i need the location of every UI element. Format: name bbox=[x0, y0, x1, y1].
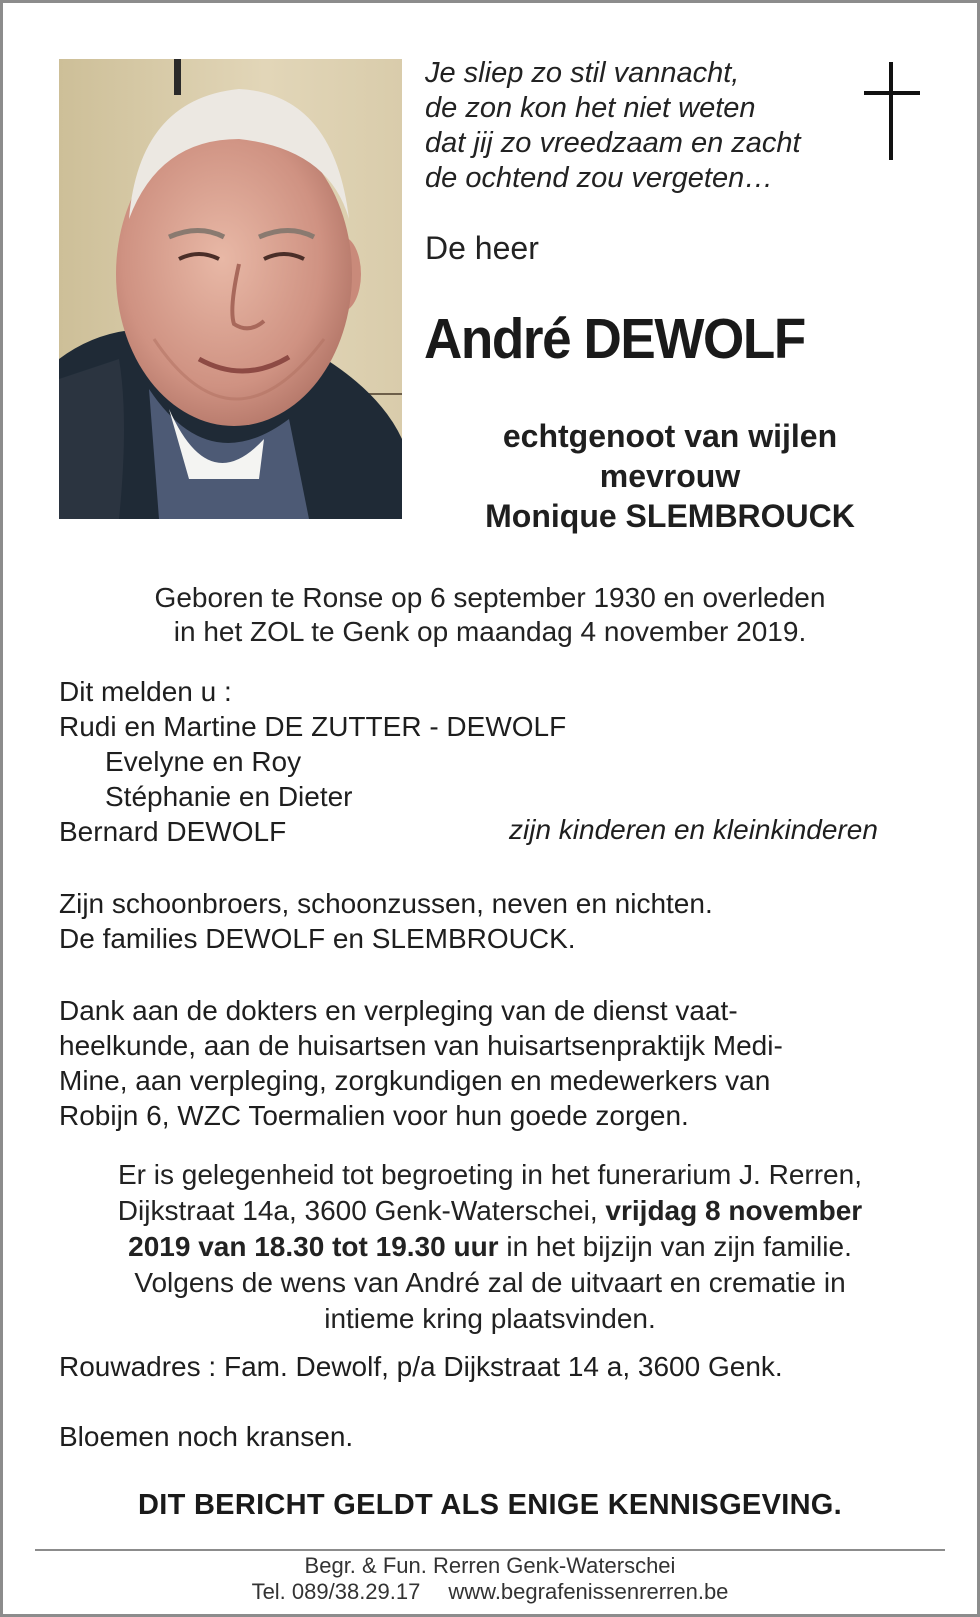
thanks-line: Robijn 6, WZC Toermalien voor hun goede zorgen. bbox=[59, 1100, 689, 1131]
poem-line: de zon kon het niet weten bbox=[425, 92, 756, 124]
grandchild-name: Stéphanie en Dieter bbox=[105, 781, 353, 812]
relatives-line: Zijn schoonbroers, schoonzussen, neven en nichten. bbox=[59, 888, 713, 919]
portrait-illustration bbox=[59, 59, 402, 519]
poem bbox=[425, 56, 801, 196]
footer-website[interactable]: www.begrafenissenrerren.be bbox=[448, 1579, 729, 1604]
spouse-info bbox=[430, 416, 910, 536]
child-name: Rudi en Martine DE ZUTTER - DEWOLF bbox=[59, 711, 567, 742]
visitation-info bbox=[40, 1157, 940, 1337]
visitation-line bbox=[40, 1193, 940, 1229]
relatives-line: De families DEWOLF en SLEMBROUCK. bbox=[59, 923, 576, 954]
relatives bbox=[59, 886, 713, 956]
footer-company: Begr. & Fun. Rerren Genk-Waterschei bbox=[304, 1553, 676, 1578]
title-prefix: De heer bbox=[425, 230, 539, 266]
footer-contact bbox=[40, 1579, 940, 1605]
spouse-line: mevrouw bbox=[599, 458, 741, 494]
death-line: in het ZOL te Genk op maandag 4 november 2019. bbox=[173, 616, 807, 647]
visitation-time: 2019 van 18.30 tot 19.30 uur bbox=[128, 1231, 499, 1262]
grandchild-name: Evelyne en Roy bbox=[105, 746, 302, 777]
thanks-paragraph bbox=[59, 993, 783, 1133]
footer-divider bbox=[35, 1549, 945, 1551]
announcers-intro: Dit melden u : bbox=[59, 676, 232, 707]
portrait-photo bbox=[59, 59, 402, 519]
spouse-line: echtgenoot van wijlen bbox=[502, 418, 838, 454]
footer-phone: Tel. 089/38.29.17 bbox=[251, 1579, 421, 1604]
mourning-address: Rouwadres : Fam. Dewolf, p/a Dijkstraat 14 a, 3600 Genk. bbox=[59, 1351, 783, 1382]
relation-label: zijn kinderen en kleinkinderen bbox=[509, 814, 878, 845]
visitation-date: vrijdag 8 november bbox=[605, 1195, 863, 1226]
deceased-name: André DEWOLF bbox=[424, 307, 805, 371]
thanks-line: Mine, aan verpleging, zorgkundigen en medewerkers van bbox=[59, 1065, 771, 1096]
birth-death-info bbox=[40, 581, 940, 649]
announcers bbox=[59, 674, 566, 849]
visitation-family: in het bijzijn van zijn familie. bbox=[498, 1231, 852, 1262]
birth-line: Geboren te Ronse op 6 september 1930 en overleden bbox=[154, 582, 826, 613]
thanks-line: Dank aan de dokters en verpleging van de dienst vaat- bbox=[59, 995, 738, 1026]
official-notice: DIT BERICHT GELDT ALS ENIGE KENNISGEVING. bbox=[137, 1489, 843, 1521]
flowers-note: Bloemen noch kransen. bbox=[59, 1421, 354, 1452]
poem-line: Je sliep zo stil vannacht, bbox=[425, 57, 740, 89]
thanks-line: heelkunde, aan de huisartsen van huisartsenpraktijk Medi- bbox=[59, 1030, 783, 1061]
cross-icon bbox=[864, 62, 920, 160]
child-name: Bernard DEWOLF bbox=[59, 816, 287, 847]
visitation-line: Er is gelegenheid tot begroeting in het funerarium J. Rerren, bbox=[118, 1159, 862, 1190]
spouse-name: Monique SLEMBROUCK bbox=[485, 498, 855, 534]
poem-line: dat jij zo vreedzaam en zacht bbox=[425, 127, 801, 159]
visitation-line: Volgens de wens van André zal de uitvaart en crematie in bbox=[134, 1267, 846, 1298]
visitation-address: Dijkstraat 14a, 3600 Genk-Waterschei, bbox=[117, 1195, 606, 1226]
poem-line: de ochtend zou vergeten… bbox=[425, 162, 774, 194]
visitation-line bbox=[40, 1229, 940, 1265]
visitation-line: intieme kring plaatsvinden. bbox=[324, 1303, 656, 1334]
